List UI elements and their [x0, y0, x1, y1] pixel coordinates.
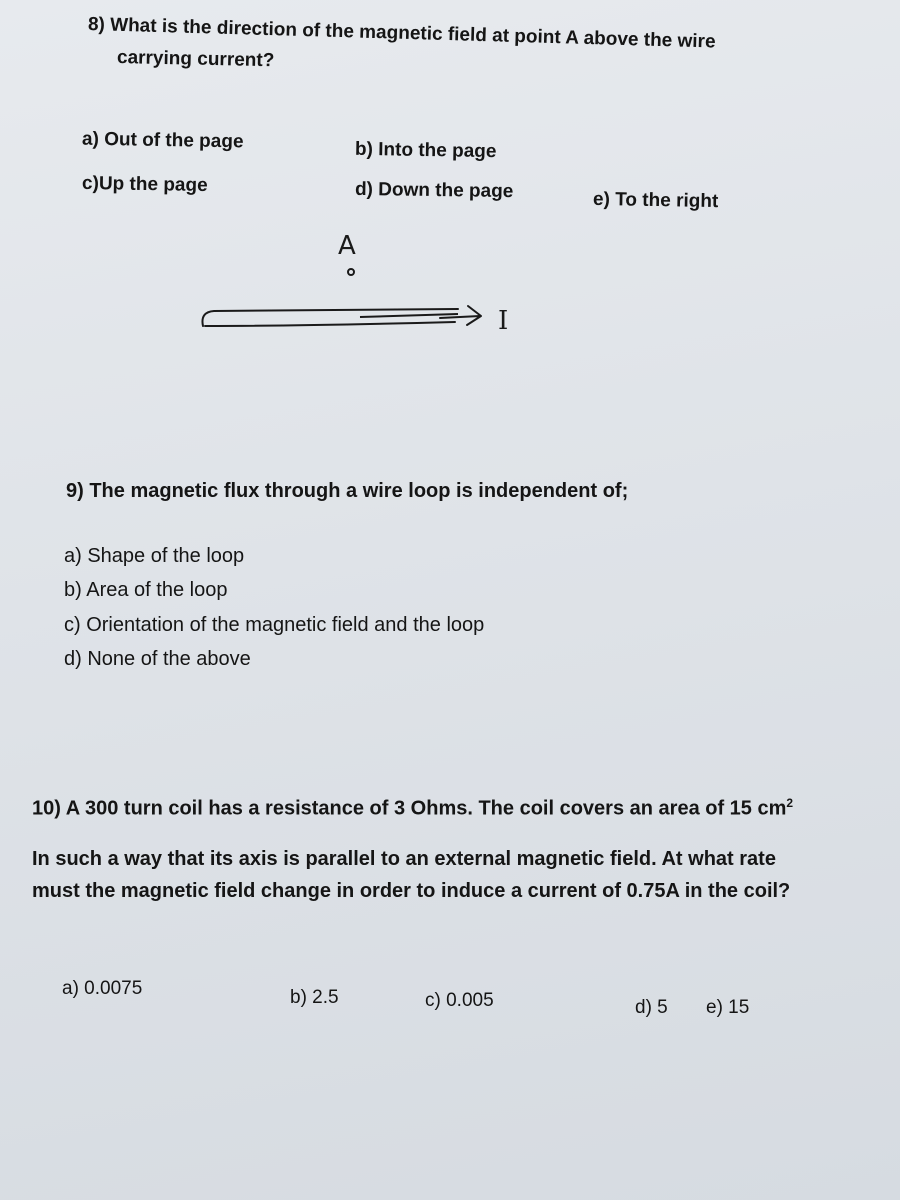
question-9-title: 9) The magnetic flux through a wire loop is independent of; — [66, 480, 629, 502]
q9-option-d: d) None of the above — [64, 648, 251, 670]
question-10-line3: must the magnetic field change in order to induce a current of 0.75A in the coil? — [32, 880, 791, 902]
q9-option-c: c) Orientation of the magnetic field and the loop — [64, 614, 485, 636]
q8-option-c: c)Up the page — [81, 172, 208, 197]
q10-option-a: a) 0.0075 — [62, 978, 143, 999]
q8-option-b: b) Into the page — [354, 138, 497, 163]
q8-option-e: e) To the right — [592, 188, 719, 213]
q10-option-e: e) 15 — [706, 997, 750, 1018]
question-8-title-line1: 8) What is the direction of the magnetic field at point A above the wire — [87, 14, 716, 53]
question-8-title-line2: carrying current? — [116, 47, 275, 72]
question-10-line1-text: 10) A 300 turn coil has a resistance of 3 Ohms. The coil covers an area of 15 cm — [32, 797, 787, 820]
question-10-line2: In such a way that its axis is parallel to an external magnetic field. At what rate — [32, 848, 776, 870]
current-label: I — [498, 306, 509, 336]
wire-inner-line — [360, 314, 458, 317]
q10-option-b: b) 2.5 — [290, 987, 339, 1008]
wire-outline — [202, 309, 458, 326]
point-a-dot — [348, 269, 354, 275]
question-10-line1-superscript: 2 — [786, 796, 794, 810]
q10-option-c: c) 0.005 — [425, 990, 494, 1011]
q10-option-d: d) 5 — [635, 997, 668, 1018]
q8-option-d: d) Down the page — [354, 178, 514, 203]
q8-option-a: a) Out of the page — [81, 128, 244, 153]
question-10-line1 — [32, 796, 793, 821]
point-a-label: A — [338, 231, 356, 261]
q9-option-a: a) Shape of the loop — [64, 545, 245, 567]
q9-option-b: b) Area of the loop — [64, 579, 228, 601]
